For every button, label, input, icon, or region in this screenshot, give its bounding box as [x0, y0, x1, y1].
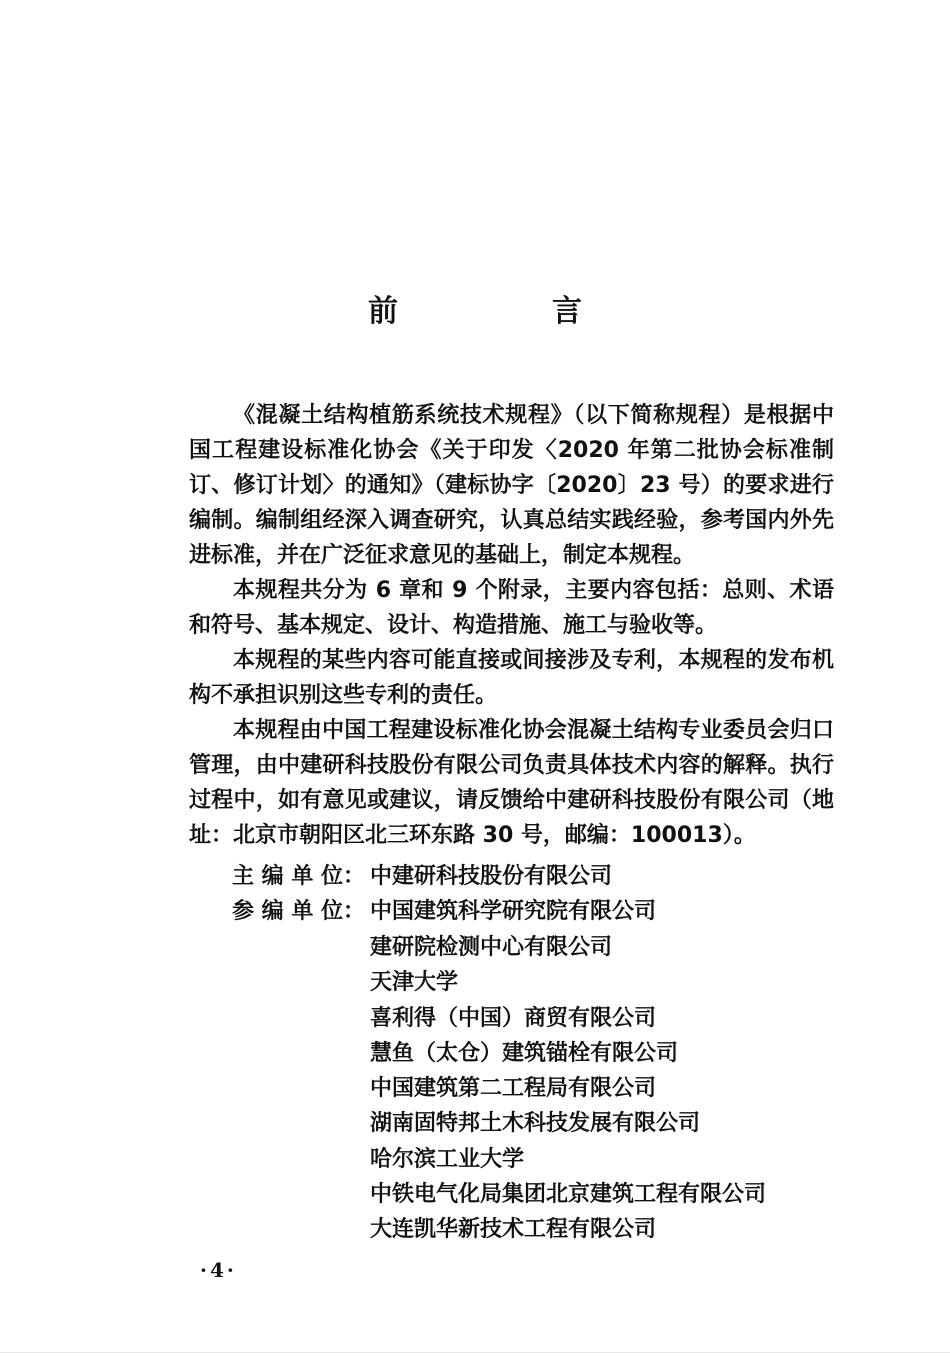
participant-org-1: 中国建筑科学研究院有限公司 [370, 899, 657, 924]
page-number: ·4· [200, 1258, 237, 1282]
chief-editor-row [232, 859, 612, 894]
participants-label: 参 编 单 位： [232, 899, 365, 924]
participant-org-3: 天津大学 [370, 970, 459, 996]
chief-editor-org: 中建研科技股份有限公司 [370, 864, 613, 889]
paragraph-2: 本规程共分为 6 章和 9 个附录，主要内容包括：总则、术语和符号、基本规定、设计、构造措施、施工与验收等。 [189, 578, 834, 638]
page-title: 前 言 [368, 294, 644, 329]
participant-org-10: 大连凯华新技术工程有限公司 [370, 1217, 657, 1243]
participant-org-7: 湖南固特邦土木科技发展有限公司 [370, 1111, 701, 1137]
paragraph-1: 《混凝土结构植筋系统技术规程》（以下简称规程）是根据中国工程建设标准化协会《关于印发〈2020 年第二批协会标准制订、修订计划〉的通知》（建标协字〔2020〕23 号）的要求进行编制。编制组经深入调查研究，认真总结实践经验，参考国内外先进标准，并在广泛征求意见的基础上，制定本规程。 [189, 403, 834, 568]
participant-org-9: 中铁电气化局集团北京建筑工程有限公司 [370, 1182, 767, 1208]
participant-org-8: 哈尔滨工业大学 [370, 1146, 525, 1172]
paragraph-3: 本规程的某些内容可能直接或间接涉及专利，本规程的发布机构不承担识别这些专利的责任。 [189, 648, 834, 708]
page-bottom-divider [0, 1352, 950, 1353]
participant-org-4: 喜利得（中国）商贸有限公司 [370, 1005, 657, 1031]
participant-org-6: 中国建筑第二工程局有限公司 [370, 1076, 657, 1102]
participants-list [370, 930, 766, 1248]
participant-org-2: 建研院检测中心有限公司 [370, 935, 613, 960]
participants-row [232, 894, 656, 929]
participant-org-5: 慧鱼（太仓）建筑锚栓有限公司 [370, 1040, 679, 1066]
paragraph-4: 本规程由中国工程建设标准化协会混凝土结构专业委员会归口管理，由中建研科技股份有限公司负责具体技术内容的解释。执行过程中，如有意见或建议，请反馈给中建研科技股份有限公司（地址：北京市朝阳区北三环东路 30 号，邮编：100013）。 [189, 718, 834, 848]
preface-body [189, 398, 834, 853]
chief-editor-label: 主 编 单 位： [232, 864, 365, 889]
